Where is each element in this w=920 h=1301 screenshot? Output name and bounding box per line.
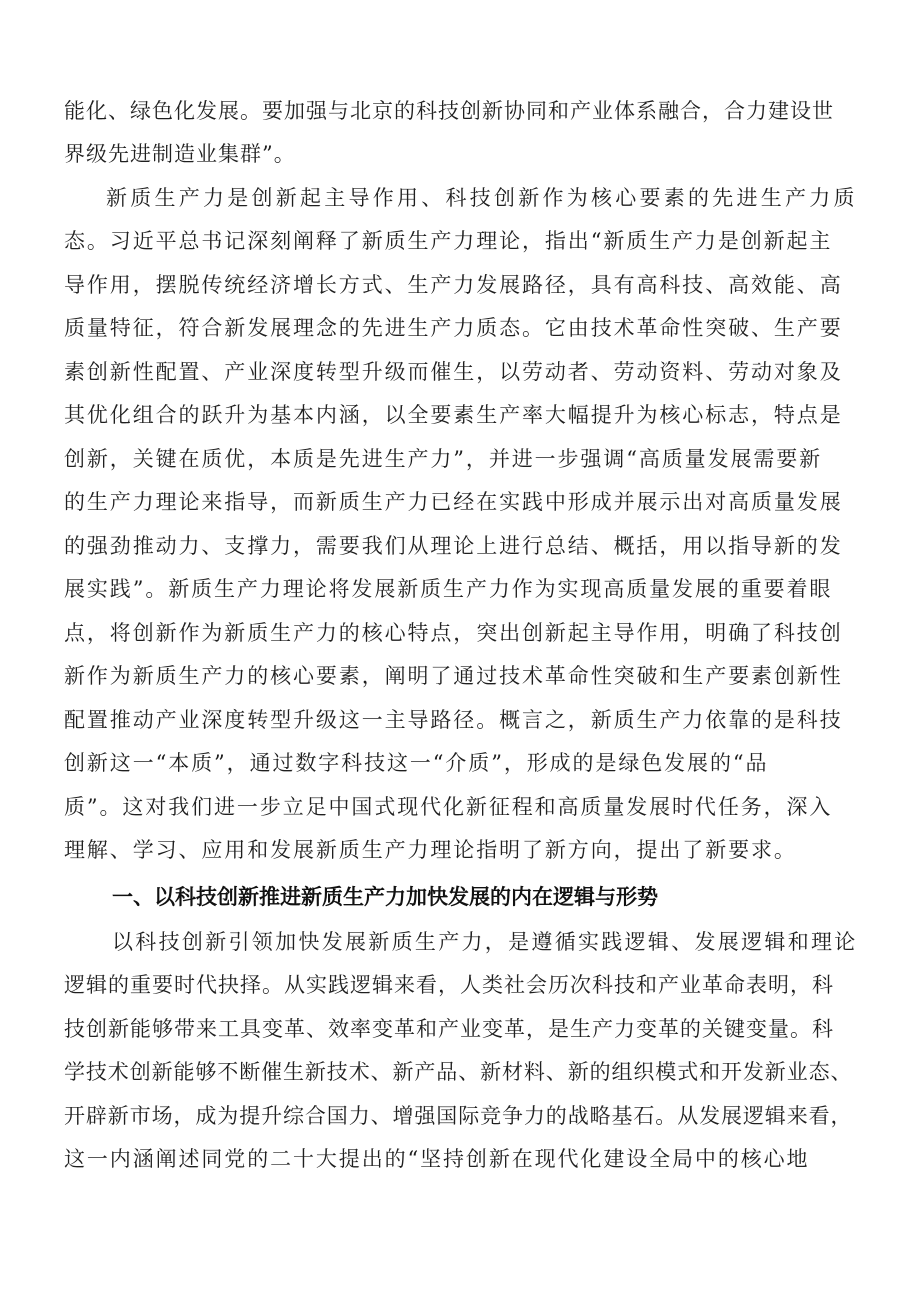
text-line: 创新，关键在质优，本质是先进生产力”，并进一步强调“高质量发展需要新 (64, 447, 823, 471)
text-line: 态。习近平总书记深刻阐释了新质生产力理论，指出“新质生产力是创新起主 (64, 229, 833, 253)
text-line: 导作用，摆脱传统经济增长方式、生产力发展路径，具有高科技、高效能、高 (64, 273, 843, 297)
text-line: 这一内涵阐述同党的二十大提出的“坚持创新在现代化建设全局中的核心地 (64, 1147, 810, 1171)
text-line: 界级先进制造业集群”。 (64, 142, 296, 166)
text-line: 其优化组合的跃升为基本内涵，以全要素生产率大幅提升为核心标志，特点是 (64, 403, 843, 427)
text-line: 以科技创新引领加快发展新质生产力，是遵循实践逻辑、发展逻辑和理论 (112, 930, 858, 954)
text-line: 配置推动产业深度转型升级这一主导路径。概言之，新质生产力依靠的是科技 (64, 708, 843, 732)
text-line: 新质生产力是创新起主导作用、科技创新作为核心要素的先进生产力质 (106, 186, 858, 210)
text-line: 质”。这对我们进一步立足中国式现代化新征程和高质量发展时代任务，深入 (64, 795, 833, 819)
text-line: 开辟新市场，成为提升综合国力、增强国际竞争力的战略基石。从发展逻辑来看， (64, 1104, 853, 1128)
text-line: 创新这一“本质”，通过数字科技这一“介质”，形成的是绿色发展的“品 (64, 751, 769, 775)
section-heading: 一、以科技创新推进新质生产力加快发展的内在逻辑与形势 (112, 885, 658, 909)
text-line: 新作为新质生产力的核心要素，阐明了通过技术革命性突破和生产要素创新性 (64, 664, 843, 688)
text-line: 学技术创新能够不断催生新技术、新产品、新材料、新的组织模式和开发新业态、 (64, 1060, 853, 1084)
text-line: 的生产力理论来指导，而新质生产力已经在实践中形成并展示出对高质量发展 (64, 490, 843, 514)
text-line: 展实践”。新质生产力理论将发展新质生产力作为实现高质量发展的重要着眼 (64, 577, 833, 601)
text-line: 质量特征，符合新发展理念的先进生产力质态。它由技术革命性突破、生产要 (64, 316, 843, 340)
text-line: 理解、学习、应用和发展新质生产力理论指明了新方向，提出了新要求。 (64, 838, 797, 862)
text-line: 逻辑的重要时代抉择。从实践逻辑来看，人类社会历次科技和产业革命表明，科 (64, 973, 834, 997)
text-line: 素创新性配置、产业深度转型升级而催生，以劳动者、劳动资料、劳动对象及 (64, 360, 843, 384)
text-line: 的强劲推动力、支撑力，需要我们从理论上进行总结、概括，用以指导新的发 (64, 534, 843, 558)
text-line: 点，将创新作为新质生产力的核心特点，突出创新起主导作用，明确了科技创 (64, 621, 843, 645)
text-line: 能化、绿色化发展。要加强与北京的科技创新协同和产业体系融合，合力建设世 (64, 99, 834, 123)
text-line: 技创新能够带来工具变革、效率变革和产业变革，是生产力变革的关键变量。科 (64, 1017, 834, 1041)
